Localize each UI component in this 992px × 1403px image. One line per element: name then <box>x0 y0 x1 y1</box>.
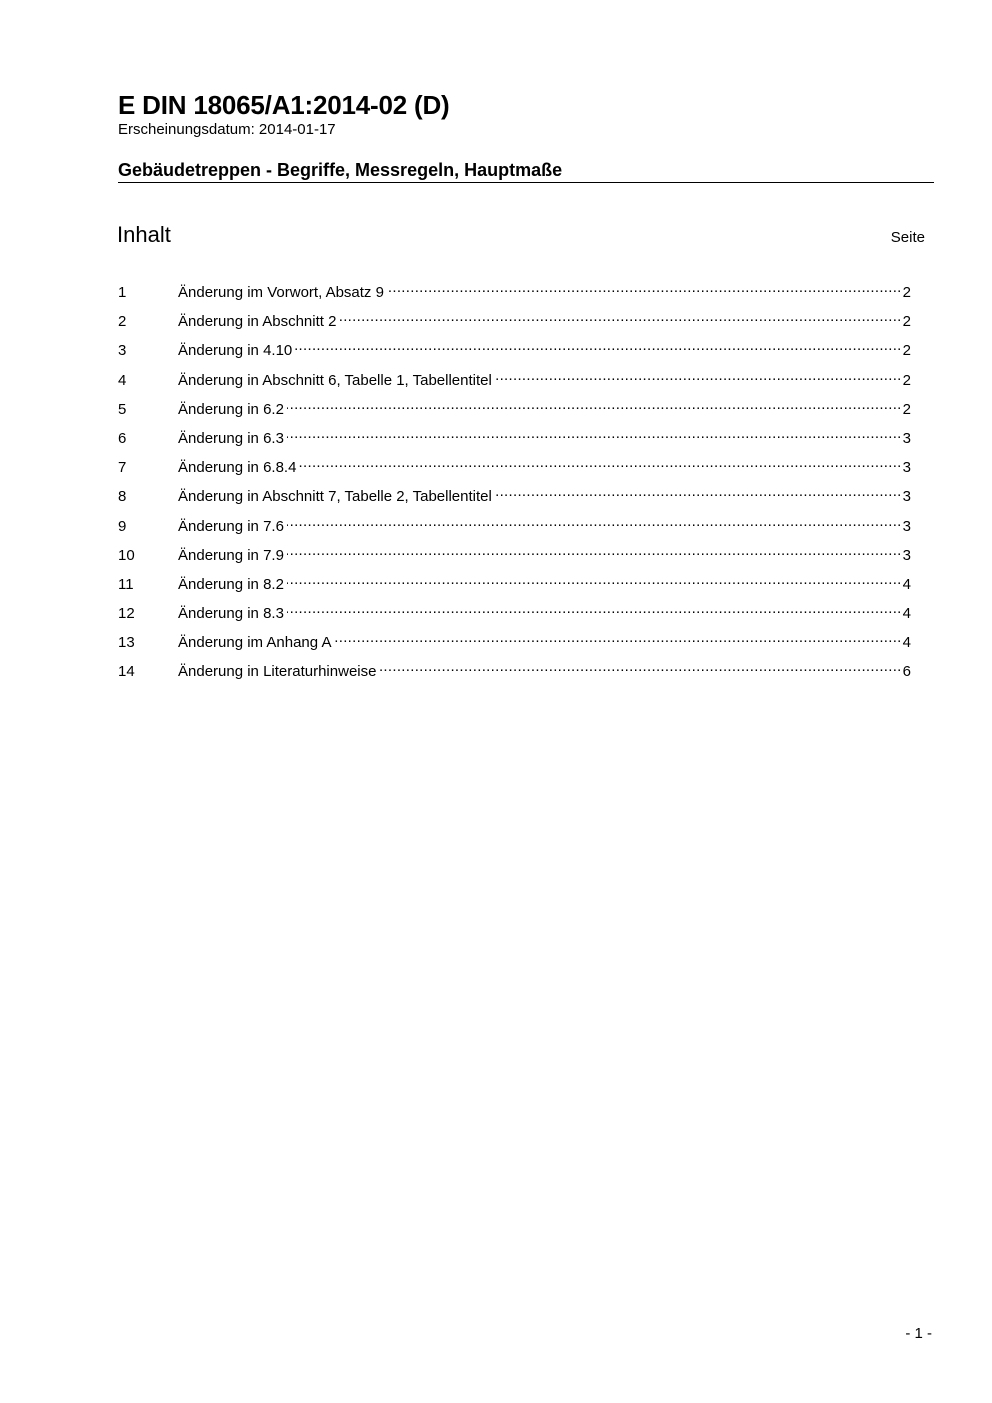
toc-entry[interactable] <box>118 658 911 687</box>
toc-dot-leader <box>299 454 901 472</box>
toc-entry-page: 2 <box>902 342 911 360</box>
toc-entry-number: 14 <box>118 663 135 681</box>
toc-entry-number: 11 <box>118 575 134 593</box>
toc-entry-title: Änderung im Vorwort, Absatz 9 <box>178 284 384 301</box>
toc-entry-title: Änderung in 8.3 <box>178 605 284 623</box>
toc-entry[interactable] <box>118 571 911 600</box>
toc-entry-page: 3 <box>902 459 911 477</box>
toc-entry-number: 2 <box>118 313 127 331</box>
toc-dot-leader <box>287 513 902 531</box>
toc-entry-number: 3 <box>118 342 127 360</box>
toc-page-column-label: Seite <box>890 229 925 246</box>
toc-dot-leader <box>495 367 902 385</box>
toc-entry-title: Änderung in 7.9 <box>178 546 284 564</box>
document-subtitle: Gebäudetreppen - Begriffe, Messregeln, Hauptmaße <box>118 160 563 180</box>
toc-entry-page: 4 <box>902 634 911 652</box>
toc-entry-title: Änderung in 6.8.4 <box>178 459 297 477</box>
toc-entry[interactable] <box>118 396 911 425</box>
toc-entry[interactable] <box>118 279 911 308</box>
toc-entry-page: 2 <box>902 313 911 331</box>
document-title: E DIN 18065/A1:2014-02 (D) <box>118 90 450 120</box>
toc-entry-title: Änderung in Abschnitt 6, Tabelle 1, Tabellentitel <box>178 371 492 389</box>
toc-entry-title: Änderung in 6.3 <box>178 429 284 447</box>
publication-date: Erscheinungsdatum: 2014-01-17 <box>118 121 336 138</box>
toc-entry-title: Änderung in Literaturhinweise <box>178 663 377 681</box>
toc-dot-leader <box>334 629 901 647</box>
toc-dot-leader <box>387 279 902 297</box>
toc-entry[interactable] <box>118 454 911 483</box>
toc-entry-page: 3 <box>902 488 911 506</box>
toc-entry-number: 4 <box>118 371 127 389</box>
toc-entry-page: 2 <box>902 371 911 389</box>
toc-dot-leader <box>379 658 901 676</box>
toc-entry-number: 5 <box>118 400 127 418</box>
title-divider <box>118 182 934 183</box>
toc-entry-number: 10 <box>118 546 135 564</box>
toc-dot-leader <box>287 542 902 560</box>
toc-entry-title: Änderung im Anhang A <box>178 634 332 652</box>
toc-entry[interactable] <box>118 483 911 512</box>
toc-dot-leader <box>287 396 902 414</box>
toc-dot-leader <box>287 571 902 589</box>
toc-entry[interactable] <box>118 600 911 629</box>
toc-entry[interactable] <box>118 367 911 396</box>
toc-heading: Inhalt <box>117 222 171 247</box>
toc-entry[interactable] <box>118 513 911 542</box>
toc-entry[interactable] <box>118 542 911 571</box>
toc-entry[interactable] <box>118 308 911 337</box>
toc-entry-page: 3 <box>902 517 911 535</box>
toc-entry-number: 13 <box>118 634 135 652</box>
table-of-contents <box>118 279 911 688</box>
toc-entry-title: Änderung in 7.6 <box>178 517 284 535</box>
toc-dot-leader <box>295 337 901 355</box>
toc-entry-number: 6 <box>118 429 127 447</box>
toc-entry-page: 4 <box>902 575 911 593</box>
toc-entry-title: Änderung in 6.2 <box>178 400 284 418</box>
toc-entry-number: 9 <box>118 517 127 535</box>
toc-dot-leader <box>287 425 902 443</box>
toc-entry[interactable] <box>118 425 911 454</box>
toc-entry[interactable] <box>118 337 911 366</box>
toc-entry[interactable] <box>118 629 911 658</box>
toc-entry-title: Änderung in Abschnitt 2 <box>178 313 337 331</box>
page-number: - 1 - <box>905 1325 932 1342</box>
toc-entry-page: 2 <box>902 284 911 301</box>
toc-entry-title: Änderung in 8.2 <box>178 575 284 593</box>
toc-dot-leader <box>339 308 901 326</box>
toc-entry-page: 6 <box>902 663 911 681</box>
toc-entry-title: Änderung in Abschnitt 7, Tabelle 2, Tabellentitel <box>178 488 492 506</box>
toc-dot-leader <box>495 483 902 501</box>
toc-entry-title: Änderung in 4.10 <box>178 342 293 360</box>
toc-entry-number: 8 <box>118 488 127 506</box>
toc-entry-number: 12 <box>118 605 135 623</box>
toc-entry-page: 2 <box>902 400 911 418</box>
toc-entry-page: 3 <box>902 429 911 447</box>
toc-entry-page: 4 <box>902 605 911 623</box>
toc-dot-leader <box>287 600 902 618</box>
toc-entry-number: 1 <box>118 284 127 301</box>
toc-entry-page: 3 <box>902 546 911 564</box>
toc-entry-number: 7 <box>118 459 127 477</box>
